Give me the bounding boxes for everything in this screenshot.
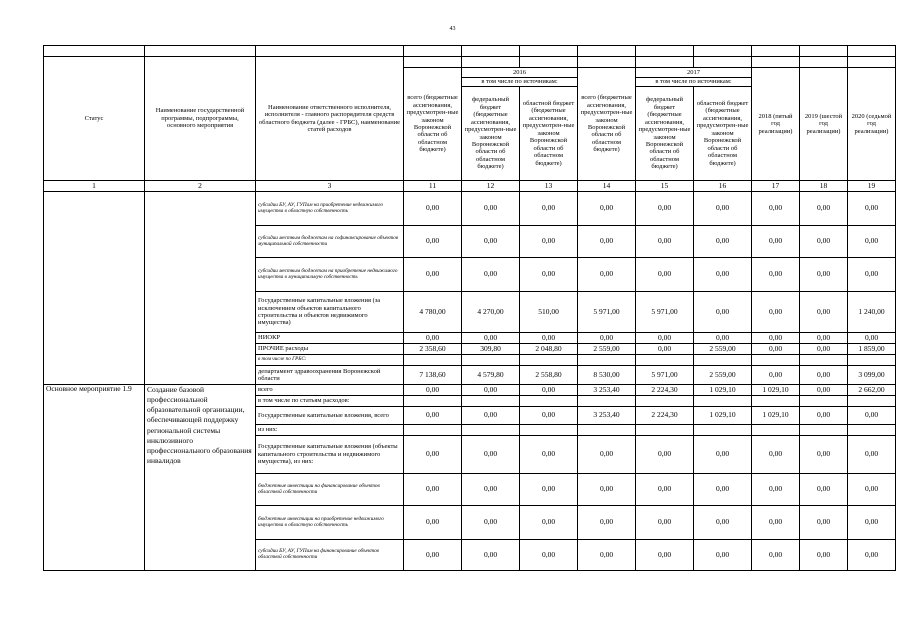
value-cell: 0,00 bbox=[800, 385, 848, 396]
value-cell: 2 048,80 bbox=[520, 344, 578, 355]
value-cell: 0,00 bbox=[752, 344, 800, 355]
value-cell: 3 253,40 bbox=[578, 385, 636, 396]
value-cell: 0,00 bbox=[520, 436, 578, 474]
value-cell: 0,00 bbox=[694, 192, 752, 226]
blank-header-row bbox=[44, 57, 896, 68]
value-cell: 0,00 bbox=[462, 540, 520, 571]
value-cell bbox=[800, 396, 848, 407]
row-label: всего bbox=[256, 385, 404, 396]
value-cell: 0,00 bbox=[636, 333, 694, 344]
row-label: в том числе по статьям расходов: bbox=[256, 396, 404, 407]
value-cell: 1 859,00 bbox=[848, 344, 896, 355]
row-label: субсидии БУ, АУ, ГУПам на приобретение недвижимого имущества в областную собственность bbox=[256, 192, 404, 226]
table-row bbox=[44, 385, 896, 396]
value-cell: 0,00 bbox=[800, 192, 848, 226]
value-cell: 0,00 bbox=[848, 226, 896, 258]
header-2016-regional: областной бюджет (бюджетные ассигнования, предусмотрен-ные законом Воронежской области об областном бюджете) bbox=[520, 87, 578, 181]
value-cell: 5 971,00 bbox=[636, 366, 694, 385]
value-cell bbox=[520, 425, 578, 436]
value-cell: 2 224,30 bbox=[636, 385, 694, 396]
value-cell: 2 224,30 bbox=[636, 407, 694, 425]
value-cell: 0,00 bbox=[404, 385, 462, 396]
value-cell: 0,00 bbox=[752, 333, 800, 344]
value-cell: 0,00 bbox=[848, 506, 896, 540]
value-cell: 0,00 bbox=[520, 192, 578, 226]
row-label: субсидии БУ, АУ, ГУПам на финансирование объектов областной собственности bbox=[256, 540, 404, 571]
value-cell: 0,00 bbox=[694, 292, 752, 333]
header-status: Статус bbox=[44, 57, 145, 181]
value-cell: 0,00 bbox=[636, 258, 694, 292]
row-label: из них: bbox=[256, 425, 404, 436]
row-label: бюджетные инвестиции на приобретение недвижимого имущества в областную собственность bbox=[256, 506, 404, 540]
value-cell: 0,00 bbox=[800, 258, 848, 292]
header-2016-total: всего (бюджетные ассигнования, предусмотрен-ные законом Воронежской области об областном бюджете) bbox=[404, 68, 462, 181]
value-cell: 0,00 bbox=[848, 192, 896, 226]
row-label: бюджетные инвестиции на финансирование объектов областной собственности bbox=[256, 474, 404, 506]
column-number: 18 bbox=[800, 181, 848, 192]
value-cell bbox=[404, 355, 462, 366]
value-cell: 0,00 bbox=[404, 436, 462, 474]
row-label: департамент здравоохранения Воронежской области bbox=[256, 366, 404, 385]
value-cell: 2 559,00 bbox=[694, 366, 752, 385]
header-2016: 2016 bbox=[462, 68, 578, 78]
value-cell: 2 358,60 bbox=[404, 344, 462, 355]
value-cell: 0,00 bbox=[462, 407, 520, 425]
value-cell: 0,00 bbox=[404, 333, 462, 344]
value-cell: 2 662,00 bbox=[848, 385, 896, 396]
value-cell bbox=[694, 425, 752, 436]
value-cell: 0,00 bbox=[694, 333, 752, 344]
header-2017-sources: в том числе по источникам: bbox=[636, 78, 752, 87]
value-cell: 5 971,00 bbox=[636, 292, 694, 333]
value-cell bbox=[578, 396, 636, 407]
column-number: 3 bbox=[256, 181, 404, 192]
value-cell: 0,00 bbox=[800, 333, 848, 344]
value-cell: 510,00 bbox=[520, 292, 578, 333]
value-cell: 0,00 bbox=[636, 540, 694, 571]
value-cell: 0,00 bbox=[578, 333, 636, 344]
value-cell: 0,00 bbox=[520, 258, 578, 292]
value-cell: 0,00 bbox=[520, 385, 578, 396]
row-label: в том числе по ГРБС: bbox=[256, 355, 404, 366]
value-cell: 3 099,00 bbox=[848, 366, 896, 385]
value-cell: 0,00 bbox=[752, 226, 800, 258]
value-cell: 0,00 bbox=[578, 540, 636, 571]
value-cell: 0,00 bbox=[404, 192, 462, 226]
row-label: Государственные капитальные вложения (объекты капитального строительства и недвижимого имущества), из них: bbox=[256, 436, 404, 474]
value-cell: 0,00 bbox=[520, 333, 578, 344]
value-cell bbox=[462, 396, 520, 407]
value-cell: 1 029,10 bbox=[694, 385, 752, 396]
value-cell: 0,00 bbox=[578, 258, 636, 292]
value-cell: 0,00 bbox=[800, 506, 848, 540]
value-cell: 0,00 bbox=[520, 540, 578, 571]
value-cell bbox=[800, 355, 848, 366]
value-cell: 0,00 bbox=[578, 474, 636, 506]
value-cell bbox=[848, 425, 896, 436]
column-number: 2 bbox=[145, 181, 256, 192]
value-cell: 0,00 bbox=[800, 366, 848, 385]
row-label: субсидии местным бюджетам на софинансирование объектов муниципальной собственности bbox=[256, 226, 404, 258]
value-cell: 309,80 bbox=[462, 344, 520, 355]
value-cell bbox=[578, 355, 636, 366]
value-cell bbox=[694, 396, 752, 407]
header-2017-federal: федеральный бюджет (бюджетные ассигнования, предусмотрен-ные законом Воронежской области об областном бюджете) bbox=[636, 87, 694, 181]
value-cell: 0,00 bbox=[752, 474, 800, 506]
page-number: 43 bbox=[449, 26, 456, 32]
value-cell: 0,00 bbox=[520, 506, 578, 540]
value-cell: 0,00 bbox=[800, 436, 848, 474]
value-cell: 0,00 bbox=[462, 258, 520, 292]
value-cell: 0,00 bbox=[694, 474, 752, 506]
measure-name: Создание базовой профессиональной образовательной организации, обеспечивающей поддержку региональной системы инклюзивного профессионального образования инвалидов bbox=[145, 385, 256, 571]
value-cell: 0,00 bbox=[636, 192, 694, 226]
value-cell: 0,00 bbox=[848, 474, 896, 506]
value-cell: 0,00 bbox=[848, 436, 896, 474]
budget-table bbox=[43, 45, 896, 571]
value-cell bbox=[848, 355, 896, 366]
value-cell: 2 559,00 bbox=[694, 344, 752, 355]
value-cell: 0,00 bbox=[404, 226, 462, 258]
value-cell: 0,00 bbox=[462, 474, 520, 506]
value-cell: 0,00 bbox=[800, 540, 848, 571]
column-number: 13 bbox=[520, 181, 578, 192]
value-cell: 0,00 bbox=[462, 333, 520, 344]
value-cell: 1 029,10 bbox=[694, 407, 752, 425]
value-cell: 0,00 bbox=[636, 474, 694, 506]
value-cell: 0,00 bbox=[404, 407, 462, 425]
header-executor: Наименование ответственного исполнителя, исполнителя - главного распорядителя средств областного бюджета (далее - ГРБС), наименование статей расходов bbox=[256, 57, 404, 181]
value-cell: 0,00 bbox=[578, 192, 636, 226]
value-cell: 0,00 bbox=[752, 192, 800, 226]
value-cell: 2 559,00 bbox=[578, 344, 636, 355]
value-cell bbox=[404, 396, 462, 407]
value-cell bbox=[462, 425, 520, 436]
value-cell bbox=[404, 425, 462, 436]
value-cell: 0,00 bbox=[694, 436, 752, 474]
value-cell: 0,00 bbox=[462, 436, 520, 474]
table-row bbox=[44, 192, 896, 226]
value-cell bbox=[800, 425, 848, 436]
value-cell: 0,00 bbox=[636, 506, 694, 540]
value-cell: 0,00 bbox=[694, 540, 752, 571]
header-2016-federal: федеральный бюджет (бюджетные ассигнования, предусмотрен-ные законом Воронежской области об областном бюджете) bbox=[462, 87, 520, 181]
header-2017-regional: областной бюджет (бюджетные ассигнования, предусмотрен-ные законом Воронежской области об областном бюджете) bbox=[694, 87, 752, 181]
column-number: 17 bbox=[752, 181, 800, 192]
column-number: 16 bbox=[694, 181, 752, 192]
row-label: субсидии местным бюджетам на приобретение недвижимого имущества в муниципальную собственность bbox=[256, 258, 404, 292]
value-cell: 1 029,10 bbox=[752, 407, 800, 425]
row-label: Государственные капитальные вложения, всего bbox=[256, 407, 404, 425]
value-cell: 4 780,00 bbox=[404, 292, 462, 333]
value-cell bbox=[752, 355, 800, 366]
value-cell: 1 240,00 bbox=[848, 292, 896, 333]
value-cell bbox=[636, 425, 694, 436]
header-2016-sources: в том числе по источникам: bbox=[462, 78, 578, 87]
value-cell: 0,00 bbox=[800, 344, 848, 355]
value-cell: 0,00 bbox=[404, 506, 462, 540]
value-cell bbox=[694, 355, 752, 366]
header-2017-total: всего (бюджетные ассигнования, предусмотрен-ные законом Воронежской области об областном бюджете) bbox=[578, 68, 636, 181]
column-number: 1 bbox=[44, 181, 145, 192]
column-number: 19 bbox=[848, 181, 896, 192]
column-number: 14 bbox=[578, 181, 636, 192]
value-cell: 0,00 bbox=[752, 540, 800, 571]
value-cell: 0,00 bbox=[520, 474, 578, 506]
value-cell: 0,00 bbox=[462, 192, 520, 226]
row-label: НИОКР bbox=[256, 333, 404, 344]
value-cell: 0,00 bbox=[848, 258, 896, 292]
value-cell: 4 579,80 bbox=[462, 366, 520, 385]
column-number: 15 bbox=[636, 181, 694, 192]
value-cell: 0,00 bbox=[752, 292, 800, 333]
value-cell: 7 138,60 bbox=[404, 366, 462, 385]
column-number-row bbox=[44, 181, 896, 192]
value-cell bbox=[752, 396, 800, 407]
value-cell: 0,00 bbox=[848, 407, 896, 425]
value-cell: 0,00 bbox=[520, 226, 578, 258]
value-cell: 0,00 bbox=[694, 258, 752, 292]
value-cell: 0,00 bbox=[800, 226, 848, 258]
header-2020: 2020 (седьмой год реализации) bbox=[848, 68, 896, 181]
value-cell bbox=[636, 396, 694, 407]
value-cell: 0,00 bbox=[636, 436, 694, 474]
value-cell: 0,00 bbox=[578, 506, 636, 540]
value-cell: 0,00 bbox=[462, 506, 520, 540]
value-cell: 2 558,80 bbox=[520, 366, 578, 385]
value-cell: 0,00 bbox=[520, 407, 578, 425]
value-cell: 0,00 bbox=[462, 226, 520, 258]
value-cell: 0,00 bbox=[752, 366, 800, 385]
header-2017: 2017 bbox=[636, 68, 752, 78]
value-cell: 8 530,00 bbox=[578, 366, 636, 385]
blank-header-row bbox=[44, 46, 896, 57]
row-label: ПРОЧИЕ расходы bbox=[256, 344, 404, 355]
value-cell bbox=[520, 396, 578, 407]
row-label: Государственные капитальные вложения (за исключением объектов капитального строительства и объектов недвижимого имущества) bbox=[256, 292, 404, 333]
blank-program-cell bbox=[145, 192, 256, 385]
value-cell: 0,00 bbox=[752, 506, 800, 540]
value-cell: 0,00 bbox=[800, 407, 848, 425]
value-cell: 3 253,40 bbox=[578, 407, 636, 425]
value-cell: 0,00 bbox=[404, 258, 462, 292]
value-cell: 0,00 bbox=[752, 258, 800, 292]
header-program: Наименование государственной программы, подпрограммы, основного мероприятия bbox=[145, 57, 256, 181]
value-cell: 0,00 bbox=[694, 226, 752, 258]
value-cell bbox=[520, 355, 578, 366]
column-number: 11 bbox=[404, 181, 462, 192]
value-cell: 0,00 bbox=[578, 226, 636, 258]
value-cell: 5 971,00 bbox=[578, 292, 636, 333]
value-cell: 0,00 bbox=[800, 474, 848, 506]
value-cell: 0,00 bbox=[462, 385, 520, 396]
header-2018: 2018 (пятый год реализации) bbox=[752, 68, 800, 181]
value-cell bbox=[578, 425, 636, 436]
value-cell: 0,00 bbox=[578, 436, 636, 474]
value-cell: 0,00 bbox=[636, 226, 694, 258]
value-cell bbox=[636, 355, 694, 366]
value-cell bbox=[752, 425, 800, 436]
value-cell: 0,00 bbox=[800, 292, 848, 333]
value-cell: 0,00 bbox=[848, 333, 896, 344]
value-cell bbox=[848, 396, 896, 407]
header-2019: 2019 (шестой год реализации) bbox=[800, 68, 848, 181]
value-cell bbox=[462, 355, 520, 366]
blank-status-cell bbox=[44, 192, 145, 385]
value-cell: 0,00 bbox=[848, 540, 896, 571]
value-cell: 0,00 bbox=[694, 506, 752, 540]
value-cell: 4 270,00 bbox=[462, 292, 520, 333]
value-cell: 0,00 bbox=[404, 474, 462, 506]
column-number: 12 bbox=[462, 181, 520, 192]
value-cell: 0,00 bbox=[404, 540, 462, 571]
measure-status: Основное мероприятие 1.9 bbox=[44, 385, 145, 571]
value-cell: 0,00 bbox=[752, 436, 800, 474]
value-cell: 1 029,10 bbox=[752, 385, 800, 396]
value-cell: 0,00 bbox=[636, 344, 694, 355]
